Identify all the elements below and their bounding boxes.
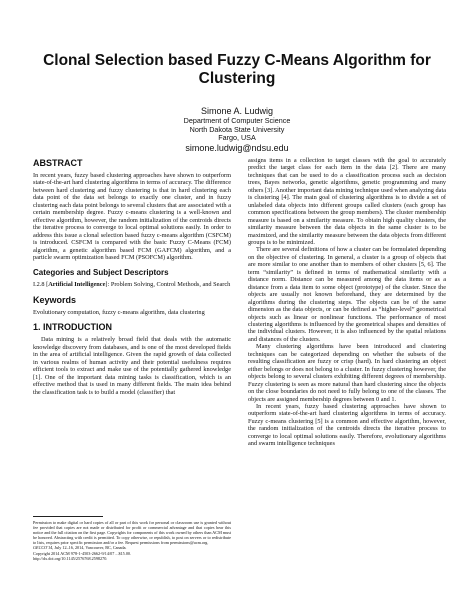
introduction-text: Data mining is a relatively broad field that deals with the automatic knowledge discovery from databases, and is one of the most developed fields in the area of artificial intelligence. Given the rapid growth of data collected in various realms of human activity and their potential usefulness requires efficient tools to extract and make use of the potentially gathered knowledge [1]. One of the important data mining tasks is classification, which is an effective method that is used in many different fields. The main idea behind the classification task is to build a model (classifier) that [33, 336, 231, 396]
permission-text: Permission to make digital or hard copies of all or part of this work for personal or classroom use is granted without fee provided that copies are not made or distributed for profit or commercial advantage and that copies bear this notice and the full citation on the first page. Copyrights for components of this work owned by others than ACM must be honored. Abstracting with credit is permitted. To copy otherwise, or republish, to post on servers or to redistribute to lists, requires prior specific permission and/or a fee. Request permissions from permissions@acm.org. [33, 520, 231, 546]
right-paragraph-2: There are several definitions of how a cluster can be formulated depending on the objective of clustering. In general, a cluster is a group of objects that are more similar to one another than to members of other clusters [5, 6]. The term “similarity” is defined in terms of mathematical similarity with a distance norm. Distance can be measured among the data items or as a distance from a data item to some object (prototype) of the cluster. Since the objects are usually not known beforehand, they are determined by the algorithms during the clustering steps. The objects can be of the same dimension as the data objects, or can be defined as “higher-level” geometrical objects such as linear or nonlinear functions. The performance of most clustering algorithms is influenced by the geometrical shapes and densities of the individual clusters. However, it is also influenced by the spatial relations and distances of the clusters. [248, 246, 446, 343]
right-paragraph-3: Many clustering algorithms have been introduced and clustering techniques can be categorized depending on whether the subsets of the resulting classification are fuzzy or crisp (hard). In hard clustering an object either belongs or does not belong to a cluster. In fuzzy clustering however, the objects belong to several clusters exhibiting different degrees of membership. Fuzzy clustering is seen as more natural than hard clustering since the objects on the close boundaries do not need to fully belong to one of the classes. The objects are assigned membership degrees between 0 and 1. [248, 343, 446, 403]
author-block [120, 106, 354, 154]
permission-notice [33, 520, 231, 561]
keywords-text: Evolutionary computation, fuzzy c-means algorithm, data clustering [33, 308, 205, 316]
categories-bold: Artificial Intelligence [48, 281, 106, 289]
right-paragraph-1: assigns items in a collection to target classes with the goal to accurately predict the target class for each item in the data [2]. There are many techniques that can be used to do a classification process such as decision trees, Bayes networks, genetic algorithms, genetic programming and many others [3]. Another important data mining technique used when analyzing data is clustering [4]. The main goal of clustering algorithms is to divide a set of unlabeled data objects into different groups called clusters (each group has common specifications between the group members). The cluster membership measure is based on a similarity measure. To obtain high quality clusters, the similarity measure between the data objects in the same cluster is to be maximized, and the similarity measure between the data objects from different groups is to be minimized. [248, 157, 446, 246]
footnote-rule [33, 516, 103, 517]
abstract-heading: ABSTRACT [33, 158, 83, 168]
categories-code: I.2.8 [ [33, 281, 49, 289]
abstract-text: In recent years, fuzzy based clustering approaches have shown to outperform state-of-the-art hard clustering algorithms in terms of accuracy. The difference between hard clustering and fuzzy clustering is that in hard clustering each data point of the data set belongs to exactly one cluster, and in fuzzy clustering each data point belongs to several clusters that are associated with a certain membership degree. Fuzzy c-means clustering is a well-known and effective algorithm, however, the random initialization of the centroids directs the iterative process to converge to local optimal solutions easily. In order to address this issue a clonal selection based fuzzy c-means algorithm (CSFCM) is introduced. CSFCM is compared with the basic Fuzzy C-Means (FCM) algorithm, a genetic algorithm based FCM (GAFCM) algorithm, and a particle swarm optimization based FCM (PSOFCM) algorithm. [33, 172, 231, 261]
left-column [33, 158, 231, 396]
categories-rest: ]: Problem Solving, Control Methods, and Search [105, 281, 231, 289]
doi-link[interactable]: http://dx.doi.org/10.1145/2576768.2598270. [33, 555, 108, 561]
author-email: simone.ludwig@ndsu.edu [185, 142, 289, 153]
right-paragraph-4: In recent years, fuzzy based clustering approaches have shown to outperform state-of-the-art hard clustering algorithms in terms of accuracy. Fuzzy c-means clustering [5] is a common and effective algorithm, however, the random initialization of the centroids directs the iterative process to converge to local optimal solutions easily. Therefore, evolutionary algorithms and swarm intelligence techniques [248, 402, 446, 448]
author-department: Department of Computer Science [183, 116, 291, 125]
author-name: Simone A. Ludwig [200, 106, 274, 116]
venue-name: GECCO'14, [33, 545, 54, 551]
introduction-heading: 1. INTRODUCTION [33, 322, 113, 333]
author-university: North Dakota State University [189, 124, 285, 134]
right-column [248, 157, 446, 448]
categories-heading: Categories and Subject Descriptors [33, 268, 169, 278]
keywords-heading: Keywords [33, 294, 77, 305]
venue-details: July 12–16, 2014, Vancouver, BC, Canada. [53, 545, 127, 551]
author-city: Fargo, USA [218, 133, 256, 142]
copyright-line: Copyright 2014 ACM 978-1-4503-2662-9/14/07 ...$15.00. [33, 550, 132, 556]
paper-title: Clonal Selection based Fuzzy C-Means Algorithm for Clustering [43, 52, 431, 87]
categories-text [33, 281, 231, 288]
